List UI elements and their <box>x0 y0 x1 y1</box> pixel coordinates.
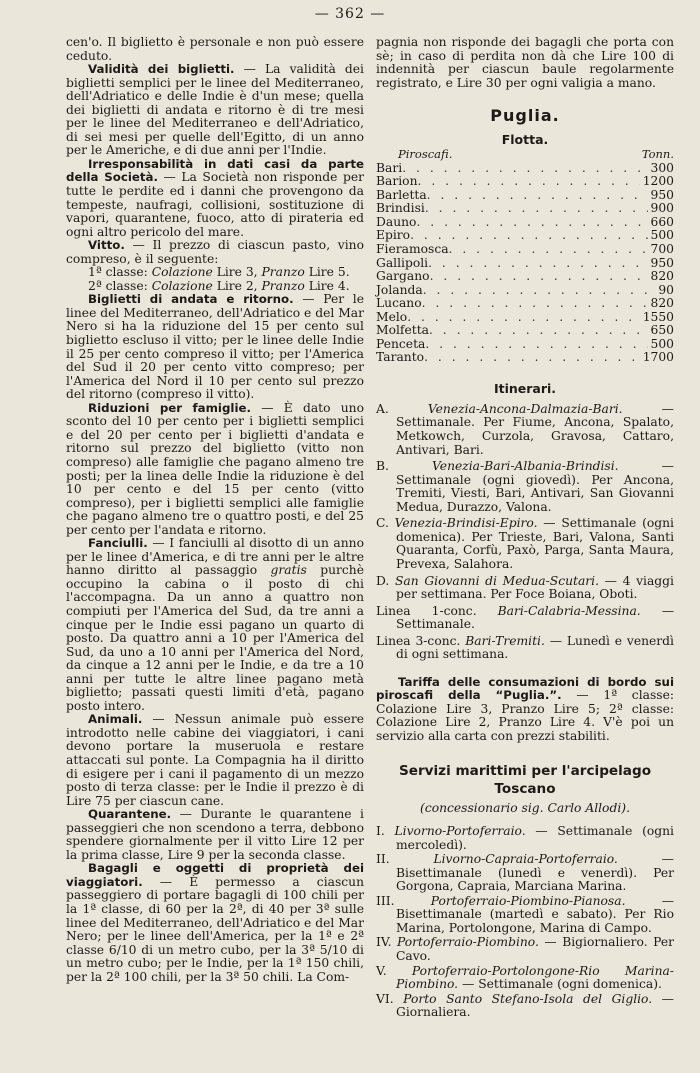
itinerary-item <box>376 635 674 662</box>
leader-dots <box>418 175 640 189</box>
intro-text: cen'o. Il biglietto è personale e non può essere ceduto. <box>66 35 364 63</box>
itinerary-route: San Giovanni di Medua-Scutari. <box>395 573 600 588</box>
leader-dots <box>425 338 647 352</box>
fleet-row <box>376 257 674 271</box>
paragraph-famiglie <box>66 402 364 537</box>
heading-tariffa: Tariffa delle consumazioni di bordo sui piroscafi della “Puglia.”. <box>376 674 674 703</box>
service-route: Livorno-Capraia-Portoferraio. <box>433 852 618 867</box>
ship-name: Bari <box>376 160 403 175</box>
service-label: II. <box>376 852 390 867</box>
fleet-row <box>376 324 674 338</box>
itinerary-text: — Settimanale. Per Fiume, Ancona, Spalato, Metkowch, Curzola, Gravosa, Cattaro, Antivari, Bari. <box>396 401 674 457</box>
itinerary-list <box>376 403 674 662</box>
fleet-row <box>376 351 674 365</box>
ship-name: Barion <box>376 174 418 189</box>
heading-andata-ritorno: Biglietti di andata e ritorno. <box>88 292 294 307</box>
ship-tonnage: 700 <box>650 242 674 257</box>
itinerary-item <box>376 517 674 571</box>
service-label: VI. <box>376 991 394 1006</box>
itinerary-text: — Settimanale (ogni giovedì). Per Ancona, Tremiti, Viesti, Bari, Antivari, San Giovanni Medua, Durazzo, Valona. <box>396 459 674 514</box>
page-number: — 362 — <box>314 6 386 22</box>
text-fanciulli-a: — I fanciulli al disotto di un anno per le linee d'America, e di tre anni per le altre hanno diritto al passaggio <box>66 536 364 578</box>
vitto-line-first <box>66 266 364 280</box>
ship-name: Barletta <box>376 187 427 202</box>
vitto-price: Lire 2, <box>212 278 262 293</box>
service-text: — Bisettimanale (martedì e sabato). Per Rio Marina, Portolongone, Marina di Campo. <box>396 893 674 935</box>
itinerary-item <box>376 605 674 632</box>
service-item <box>376 895 674 936</box>
service-route: Portoferraio-Piombino. <box>397 935 539 950</box>
leader-dots <box>410 229 647 243</box>
section-title-servizi: Servizi marittimi per l'arcipelago Toscano <box>398 762 652 797</box>
service-item <box>376 936 674 963</box>
leader-dots <box>428 257 647 271</box>
service-label: III. <box>376 893 395 908</box>
vitto-price: Lire 3, <box>212 265 262 280</box>
leader-dots <box>424 351 640 365</box>
vitto-line-second <box>66 280 364 294</box>
text-irresponsabilita: — La Società non risponde per tutte le perdite ed i danni che provengono da tempeste, naufragi, collisioni, sostituzione di vapori, quarantene, fuoco, atto di pirateria ed ogni altro pericolo del mare. <box>66 170 364 239</box>
itinerary-route: Venezia-Brindisi-Epiro. <box>394 516 538 531</box>
ship-tonnage: 500 <box>650 228 674 243</box>
services-list <box>376 825 674 1020</box>
text-famiglie: — È dato uno sconto del 10 per cento per i biglietti semplici e del 20 per cento per i biglietti d'andata e ritorno sul prezzo del biglietto (vitto non compreso) alle famiglie che pagano almeno tre posti; per la linea delle Indie la riduzione è del 10 per cento e del 15 per cento (vitto compreso), per i biglietti semplici alle famiglie che pagano almeno tre o quattro posti, e del 25 per cento per l'andata e ritorno. <box>66 400 364 537</box>
service-text: — Giornaliera. <box>396 991 674 1020</box>
leader-dots <box>423 284 656 298</box>
ship-tonnage: 90 <box>658 282 674 297</box>
fleet-list <box>376 162 674 365</box>
heading-animali: Animali. <box>88 712 143 727</box>
itinerary-text: — Lunedì e venerdì di ogni settimana. <box>396 633 674 662</box>
ship-tonnage: 820 <box>650 296 674 311</box>
ship-tonnage: 660 <box>650 214 674 229</box>
leader-dots <box>407 311 639 325</box>
itinerary-item <box>376 575 674 602</box>
paragraph-vitto <box>66 239 364 266</box>
ship-name: Dauno <box>376 214 417 229</box>
leader-dots <box>429 324 648 338</box>
text-gratis: gratis <box>270 563 307 578</box>
servizi-subtitle: (concessionario sig. Carlo Allodi). <box>420 800 630 815</box>
service-item <box>376 825 674 852</box>
fleet-header <box>376 148 674 162</box>
vitto-class: 2ª classe: <box>88 278 152 293</box>
heading-fanciulli: Fanciulli. <box>88 536 148 551</box>
paragraph-animali <box>66 713 364 808</box>
fleet-row <box>376 189 674 203</box>
service-item <box>376 853 674 894</box>
ship-name: Fieramosca <box>376 242 449 257</box>
itinerary-text: — Settimanale. <box>396 603 674 632</box>
ship-tonnage: 650 <box>650 323 674 338</box>
ship-name: Penceta <box>376 336 426 351</box>
fleet-row <box>376 284 674 298</box>
section-title-puglia: Puglia. <box>490 106 560 126</box>
ship-name: Epiro <box>376 228 411 243</box>
ship-tonnage: 950 <box>650 255 674 270</box>
itinerary-text: — 4 viaggi per settimana. Per Foce Boiana, Oboti. <box>396 573 674 602</box>
fleet-header-ship: Piroscafi. <box>398 147 453 162</box>
fleet-row <box>376 297 674 311</box>
leader-dots <box>430 270 648 284</box>
heading-irresponsabilita: Irresponsabilità in dati casi da parte della Società. <box>66 156 364 185</box>
text-bagagli: — È permesso a ciascun passeggiero di portare bagagli di 100 chili per la 1ª classe, di 60 per la 2ª, di 40 per 3ª sulle linee del Mediterraneo, dell'Adriatico e del Mar Nero; per le linee dell'America, per la 1ª e 2ª classe 6/10 di un metro cubo, per la 3ª 5/10 di un metro cubo; per le Indie, per la 1ª 150 chili, per la 2ª 100 chili, per la 3ª 50 chili. La Com- <box>66 874 364 984</box>
left-column <box>66 36 364 984</box>
heading-famiglie: Riduzioni per famiglie. <box>88 400 251 415</box>
fleet-row <box>376 216 674 230</box>
service-route: Portoferraio-Portolongone-Rio Marina-Piombino. <box>396 963 674 992</box>
itinerary-label: D. <box>376 573 390 588</box>
itinerary-label: Linea 1-conc. <box>376 603 477 618</box>
vitto-price: Lire 5. <box>304 265 350 280</box>
itinerary-label: A. <box>376 401 389 416</box>
ship-name: Gallipoli <box>376 255 429 270</box>
heading-validita: Validità dei biglietti. <box>88 62 235 77</box>
itinerary-route: Bari-Calabria-Messina. <box>497 603 641 618</box>
ship-name: Melo <box>376 309 408 324</box>
ship-name: Brindisi <box>376 201 425 216</box>
ship-tonnage: 1550 <box>642 309 674 324</box>
itinerary-route: Venezia-Ancona-Dalmazia-Bari. <box>427 401 623 416</box>
itinerary-label: Linea 3-conc. <box>376 633 461 648</box>
text-quarantene: — Durante le quarantene i passeggieri che non scendono a terra, debbono spendere giornalmente per il vitto Lire 12 per la prima classe, Lire 9 per la seconda classe. <box>66 807 364 862</box>
itinerary-route: Bari-Tremiti. <box>465 633 545 648</box>
vitto-class: 1ª classe: <box>88 265 152 280</box>
paragraph-tariffa <box>376 676 674 744</box>
leader-dots <box>425 202 648 216</box>
ship-name: Lucano <box>376 296 422 311</box>
fleet-row <box>376 243 674 257</box>
itinerary-item <box>376 403 674 457</box>
service-item <box>376 993 674 1020</box>
service-text: — Settimanale (ogni mercoledì). <box>396 824 674 852</box>
ship-name: Gargano <box>376 269 430 284</box>
paragraph-validita <box>66 63 364 158</box>
service-label: I. <box>376 824 385 839</box>
itinerary-text: — Settimanale (ogni domenica). Per Trieste, Bari, Valona, Santi Quaranta, Corfù, Paxò, Parga, Santa Maura, Prevexa, Salahora. <box>396 516 674 571</box>
paragraph-andata-ritorno <box>66 293 364 401</box>
service-item <box>376 965 674 992</box>
ship-name: Jolanda <box>376 282 423 297</box>
ship-tonnage: 950 <box>650 187 674 202</box>
fleet-row <box>376 311 674 325</box>
service-route: Livorno-Portoferraio. <box>394 824 526 839</box>
text-vitto: — Il prezzo di ciascun pasto, vino compreso, è il seguente: <box>66 238 364 266</box>
leader-dots <box>422 297 648 311</box>
fleet-header-tonn: Tonn. <box>641 147 674 162</box>
ship-tonnage: 500 <box>650 336 674 351</box>
fleet-row <box>376 229 674 243</box>
ship-tonnage: 900 <box>650 201 674 216</box>
vitto-meal: Colazione <box>151 265 213 280</box>
ship-tonnage: 820 <box>650 269 674 284</box>
itinerary-label: B. <box>376 459 389 474</box>
itinerary-item <box>376 460 674 514</box>
leader-dots <box>427 189 648 203</box>
paragraph-bagagli <box>66 862 364 984</box>
ship-name: Molfetta <box>376 323 429 338</box>
section-title-itinerari: Itinerari. <box>493 380 557 396</box>
heading-quarantene: Quarantene. <box>88 807 172 822</box>
service-route: Portoferraio-Piombino-Pianosa. <box>430 893 626 908</box>
fleet-row <box>376 270 674 284</box>
vitto-price: Lire 4. <box>304 278 350 293</box>
leader-dots <box>416 216 647 230</box>
text-tariffa: — 1ª classe: Colazione Lire 3, Pranzo Lire 5; 2ª classe: Colazione Lire 2, Pranzo Lire 4. V'è poi un servizio alla carta con prezzi stabiliti. <box>376 688 675 743</box>
right-column <box>376 36 674 1021</box>
paragraph-fanciulli <box>66 537 364 713</box>
paragraph-irresponsabilita <box>66 158 364 239</box>
continuation-text: pagnia non risponde dei bagagli che porta con sè; in caso di perdita non dà che Lire 100 di indennità per ciascun baule regolarmente registrato, e Lire 30 per ogni valigia a mano. <box>376 35 674 90</box>
ship-name: Taranto <box>376 350 425 365</box>
service-text: — Bisettimanale (lunedì e venerdì). Per Gorgona, Capraia, Marciana Marina. <box>396 852 674 894</box>
vitto-meal: Pranzo <box>261 265 305 280</box>
vitto-meal: Colazione <box>151 278 213 293</box>
fleet-row <box>376 338 674 352</box>
heading-vitto: Vitto. <box>88 238 125 253</box>
itinerary-label: C. <box>376 516 389 531</box>
text-fanciulli-b: purchè occupino la cabina o il posto di chi l'accompagna. Da un anno a quattro non compiuti per l'America del Sud, da tre anni a cinque per le Indie essi pagano un quarto di posto. Da quattro anni a 10 per l'America del Sud, da uno a 10 anni per l'America del Nord, da cinque a 12 anni per le Indie, e da tre a 10 anni per tutte le altre linee pagano metà biglietto; passati questi limiti d'età, pagano posto intero. <box>66 563 364 713</box>
service-label: IV. <box>376 935 392 950</box>
service-text: — Settimanale (ogni domenica). <box>458 977 662 992</box>
vitto-meal: Pranzo <box>261 278 305 293</box>
heading-bagagli: Bagagli e oggetti di proprietà dei viaggiatori. <box>66 861 364 889</box>
ship-tonnage: 1200 <box>642 174 674 189</box>
ship-tonnage: 300 <box>650 160 674 175</box>
leader-dots <box>449 243 648 257</box>
text-animali: — Nessun animale può essere introdotto nelle cabine dei viaggiatori, i cani devono portare la museruola e restare attaccati sul ponte. La Compagnia ha il diritto di esigere per i cani il pagamento di un mezzo posto di terza classe: per le Indie il prezzo è di Lire 75 per ciascun cane. <box>66 712 364 808</box>
fleet-row <box>376 175 674 189</box>
service-text: — Bigiornaliero. Per Cavo. <box>396 935 674 963</box>
text-validita: — La validità dei biglietti semplici per le linee del Mediterraneo, dell'Adriatico e delle Indie è d'un mese; quella dei biglietti di andata e ritorno è di tre mesi per le linee del Mediterraneo e dell'Adriatico, di sei mesi per quelle dell'Egitto, di un anno per le Americhe, e di due anni per l'Indie. <box>66 62 364 158</box>
fleet-row <box>376 162 674 176</box>
text-andata-ritorno: — Per le linee del Mediterraneo, dell'Adriatico e del Mar Nero si ha la riduzione del 15 per cento sul biglietto escluso il vitto; per le linee delle Indie il 25 per cento compreso il vitto; per l'America del Sud il 20 per cento vitto compreso; per l'America del Nord il 10 per cento sul prezzo del ritorno (compreso il vitto). <box>66 292 364 402</box>
paragraph-quarantene <box>66 808 364 862</box>
leader-dots <box>402 162 647 176</box>
service-route: Porto Santo Stefano-Isola del Giglio. <box>403 991 653 1006</box>
itinerary-route: Venezia-Bari-Albania-Brindisi. <box>432 459 619 474</box>
section-title-flotta: Flotta. <box>501 132 549 148</box>
fleet-row <box>376 202 674 216</box>
service-label: V. <box>376 963 387 978</box>
ship-tonnage: 1700 <box>642 350 674 365</box>
